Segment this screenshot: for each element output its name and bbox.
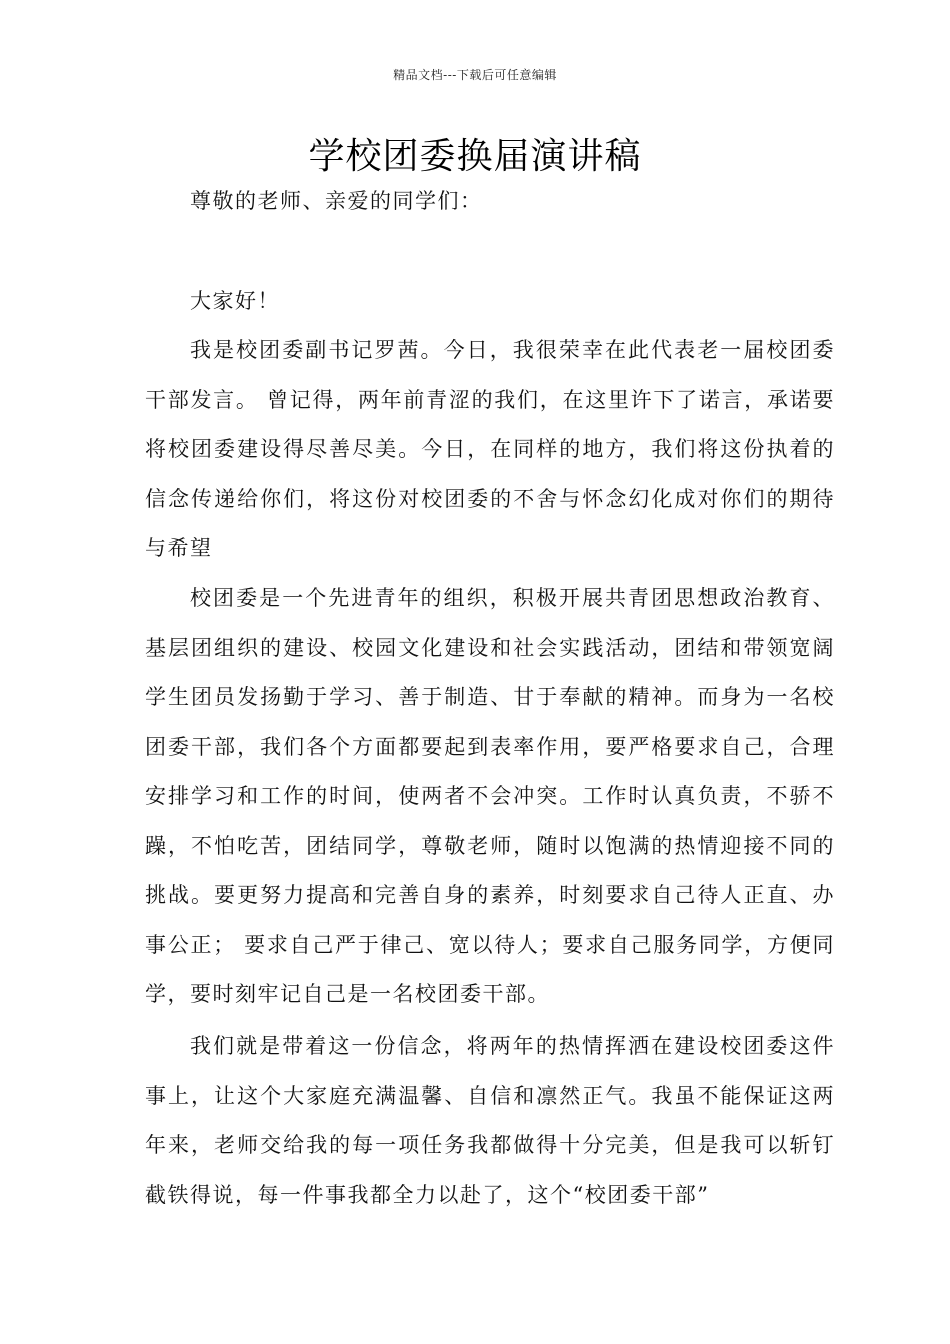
paragraph: 我们就是带着这一份信念，将两年的热情挥洒在建设校团委这件事上，让这个大家庭充满温馨、自信和凛然正气。我虽不能保证这两年来，老师交给我的每一项任务我都做得十分完美，但是我可以斩钉截铁得说，每一件事我都全力以赴了，这个“校团委干部” xyxy=(145,1034,835,1207)
document-title: 学校团委换届演讲稿 xyxy=(308,136,642,177)
salutation: 尊敬的老师、亲爱的同学们： xyxy=(190,189,483,213)
paragraph: 我是校团委副书记罗茜。今日，我很荣幸在此代表老一届校团委干部发言。 曾记得，两年前青涩的我们，在这里许下了诺言，承诺要将校团委建设得尽善尽美。今日，在同样的地方，我们将这份执着的信念传递给你们，将这份对校团委的不舍与怀念幻化成对你们的期待与希望 xyxy=(145,338,835,560)
header-note: 精品文档---下载后可任意编辑 xyxy=(393,68,557,82)
paragraph: 校团委是一个先进青年的组织，积极开展共青团思想政治教育、基层团组织的建设、校园文化建设和社会实践活动，团结和带领宽阔学生团员发扬勤于学习、善于制造、甘于奉献的精神。而身为一名校团委干部，我们各个方面都要起到表率作用，要严格要求自己，合理安排学习和工作的时间，使两者不会冲突。工作时认真负责，不骄不躁，不怕吃苦，团结同学，尊敬老师，随时以饱满的热情迎接不同的挑战。要更努力提高和完善自身的素养，时刻要求自己待人正直、办事公正； 要求自己严于律己、宽以待人；要求自己服务同学，方便同学，要时刻牢记自己是一名校团委干部。 xyxy=(145,586,835,1006)
greeting: 大家好！ xyxy=(190,289,280,313)
